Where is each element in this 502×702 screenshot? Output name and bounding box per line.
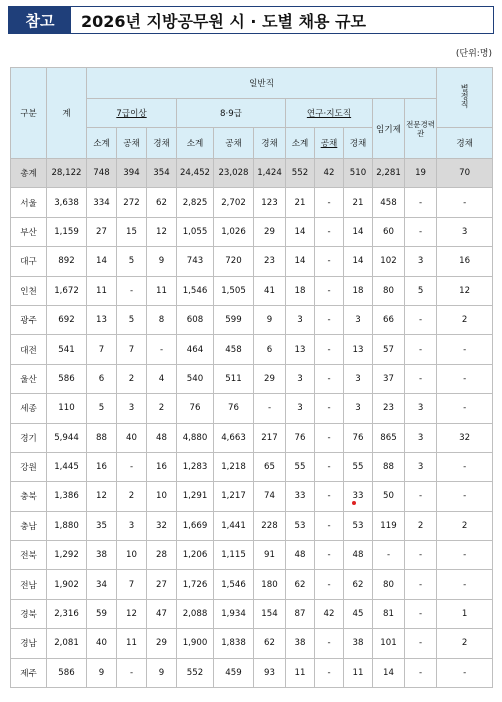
table-row (11, 217, 493, 246)
cell-r-open: - (315, 276, 344, 305)
cell-r-open: - (315, 188, 344, 217)
cell-g89-career: 154 (254, 599, 286, 628)
cell-r-open: - (315, 247, 344, 276)
cell-total: 1,902 (47, 570, 87, 599)
cell-g89-open: 1,026 (214, 217, 254, 246)
cell-g89-sub: 1,291 (177, 482, 214, 511)
cell-special: - (437, 482, 493, 511)
cell-region: 광주 (11, 305, 47, 334)
cell-g7-open: - (117, 452, 147, 481)
cell-r-open: - (315, 364, 344, 393)
cell-intern: 57 (373, 335, 405, 364)
cell-r-career: 33 (344, 482, 373, 511)
cell-g89-open: 1,505 (214, 276, 254, 305)
cell-g7-open: 12 (117, 599, 147, 628)
cell-g7-open: 10 (117, 541, 147, 570)
cell-special: 2 (437, 511, 493, 540)
cell-r-open: - (315, 541, 344, 570)
cell-r-open: - (315, 658, 344, 687)
cell-r-sub: 21 (286, 188, 315, 217)
cell-g7-sub: 40 (87, 629, 117, 658)
cell-special: 12 (437, 276, 493, 305)
cell-r-open: - (315, 305, 344, 334)
cell-r-sub: 38 (286, 629, 315, 658)
cell-intern: 119 (373, 511, 405, 540)
cell-region: 충남 (11, 511, 47, 540)
cell-region: 충북 (11, 482, 47, 511)
cell-g89-sub: 76 (177, 394, 214, 423)
cell-expert: 3 (405, 394, 437, 423)
cell-r-career: 55 (344, 452, 373, 481)
cell-r-sub: 552 (286, 159, 315, 188)
cell-r-sub: 18 (286, 276, 315, 305)
cell-g7-open: 5 (117, 247, 147, 276)
unit-label: (단위:명) (455, 49, 492, 59)
cell-special: - (437, 541, 493, 570)
header-g7-career: 경채 (147, 128, 177, 159)
cell-r-open: - (315, 217, 344, 246)
cell-g7-career: 32 (147, 511, 177, 540)
cell-r-open: 42 (315, 159, 344, 188)
cell-r-sub: 33 (286, 482, 315, 511)
header-g7-open: 공채 (117, 128, 147, 159)
header-expert: 전문경력관 (405, 99, 437, 159)
cell-expert: 3 (405, 452, 437, 481)
cell-region: 울산 (11, 364, 47, 393)
cell-intern: 66 (373, 305, 405, 334)
cell-g89-open: 1,217 (214, 482, 254, 511)
cell-expert: - (405, 541, 437, 570)
table-row (11, 599, 493, 628)
cell-g7-open: 11 (117, 629, 147, 658)
header-g89-subtotal: 소계 (177, 128, 214, 159)
cell-r-career: 3 (344, 364, 373, 393)
cell-g89-career: 74 (254, 482, 286, 511)
cell-g7-career: 11 (147, 276, 177, 305)
cell-g89-sub: 608 (177, 305, 214, 334)
cell-total: 892 (47, 247, 87, 276)
cell-r-open: - (315, 423, 344, 452)
cell-g7-open: 2 (117, 482, 147, 511)
table-row (11, 276, 493, 305)
cell-r-open: - (315, 452, 344, 481)
cell-g7-career: 10 (147, 482, 177, 511)
table-row (11, 423, 493, 452)
table-row (11, 247, 493, 276)
cell-g7-sub: 9 (87, 658, 117, 687)
table-row (11, 570, 493, 599)
cell-g89-career: 9 (254, 305, 286, 334)
cell-region: 강원 (11, 452, 47, 481)
cell-total: 586 (47, 364, 87, 393)
cell-total: 1,672 (47, 276, 87, 305)
header-intern: 임기제 (373, 99, 405, 159)
cell-intern: 14 (373, 658, 405, 687)
cell-expert: - (405, 364, 437, 393)
cell-g7-sub: 12 (87, 482, 117, 511)
cell-g7-open: 3 (117, 394, 147, 423)
cell-r-sub: 76 (286, 423, 315, 452)
cell-g89-career: 62 (254, 629, 286, 658)
cell-g7-open: 40 (117, 423, 147, 452)
table-row (11, 305, 493, 334)
cell-r-career: 18 (344, 276, 373, 305)
cell-expert: - (405, 335, 437, 364)
cell-expert: - (405, 188, 437, 217)
cell-intern: 101 (373, 629, 405, 658)
cell-g7-sub: 13 (87, 305, 117, 334)
cell-intern: 50 (373, 482, 405, 511)
cell-expert: 19 (405, 159, 437, 188)
cell-total: 2,316 (47, 599, 87, 628)
cell-special: - (437, 658, 493, 687)
cell-r-sub: 53 (286, 511, 315, 540)
cell-intern: 37 (373, 364, 405, 393)
cell-r-open: 42 (315, 599, 344, 628)
cell-special: - (437, 570, 493, 599)
cell-special: 70 (437, 159, 493, 188)
cell-region: 전남 (11, 570, 47, 599)
cell-region: 경북 (11, 599, 47, 628)
cell-g89-open: 23,028 (214, 159, 254, 188)
cell-g89-open: 1,838 (214, 629, 254, 658)
table-row (11, 511, 493, 540)
cell-r-career: 11 (344, 658, 373, 687)
cell-r-open: - (315, 482, 344, 511)
cell-g7-open: 394 (117, 159, 147, 188)
cell-g7-career: 16 (147, 452, 177, 481)
table-row (11, 335, 493, 364)
cell-g89-open: 1,441 (214, 511, 254, 540)
header-g89-open: 공채 (214, 128, 254, 159)
header-special-career: 경채 (437, 128, 493, 159)
header-grade89: 8·9급 (177, 99, 286, 128)
cell-g89-open: 511 (214, 364, 254, 393)
cell-g89-open: 4,663 (214, 423, 254, 452)
cell-special: 1 (437, 599, 493, 628)
table-row (11, 658, 493, 687)
cell-intern: 80 (373, 276, 405, 305)
cell-region: 세종 (11, 394, 47, 423)
cell-g7-sub: 14 (87, 247, 117, 276)
cell-region: 부산 (11, 217, 47, 246)
cell-g89-open: 1,218 (214, 452, 254, 481)
header-region: 구분 (11, 68, 47, 159)
cell-r-sub: 48 (286, 541, 315, 570)
cell-total: 28,122 (47, 159, 87, 188)
cell-intern: 2,281 (373, 159, 405, 188)
cell-r-sub: 11 (286, 658, 315, 687)
cell-expert: - (405, 570, 437, 599)
cell-expert: - (405, 482, 437, 511)
cell-g89-open: 458 (214, 335, 254, 364)
cell-r-career: 48 (344, 541, 373, 570)
cell-g7-career: 27 (147, 570, 177, 599)
cell-total: 5,944 (47, 423, 87, 452)
cell-special: - (437, 364, 493, 393)
cell-expert: - (405, 658, 437, 687)
cell-g7-open: 7 (117, 570, 147, 599)
cell-r-sub: 55 (286, 452, 315, 481)
cell-g89-open: 459 (214, 658, 254, 687)
cell-g7-sub: 5 (87, 394, 117, 423)
cell-g89-career: 123 (254, 188, 286, 217)
cell-r-career: 38 (344, 629, 373, 658)
title-bar (8, 6, 494, 34)
table-row (11, 452, 493, 481)
cell-g7-career: 28 (147, 541, 177, 570)
cell-r-sub: 87 (286, 599, 315, 628)
cell-g7-sub: 7 (87, 335, 117, 364)
cell-r-sub: 3 (286, 364, 315, 393)
cell-g89-career: - (254, 394, 286, 423)
red-dot-mark (352, 501, 356, 505)
page-title: 2026년 지방공무원 시 · 도별 채용 규모 (81, 11, 366, 31)
cell-region: 서울 (11, 188, 47, 217)
total-row (11, 159, 493, 188)
cell-r-career: 45 (344, 599, 373, 628)
cell-r-career: 53 (344, 511, 373, 540)
cell-g89-career: 180 (254, 570, 286, 599)
cell-g7-sub: 334 (87, 188, 117, 217)
cell-g7-career: 9 (147, 658, 177, 687)
cell-g89-sub: 743 (177, 247, 214, 276)
cell-g89-career: 23 (254, 247, 286, 276)
cell-intern: 60 (373, 217, 405, 246)
cell-total: 692 (47, 305, 87, 334)
cell-expert: - (405, 629, 437, 658)
cell-g7-open: 5 (117, 305, 147, 334)
cell-g89-sub: 1,726 (177, 570, 214, 599)
cell-expert: - (405, 217, 437, 246)
cell-g7-sub: 16 (87, 452, 117, 481)
cell-r-sub: 14 (286, 217, 315, 246)
cell-total: 2,081 (47, 629, 87, 658)
header-special: 별정직 (437, 68, 493, 128)
cell-expert: - (405, 599, 437, 628)
cell-g7-career: 47 (147, 599, 177, 628)
cell-g89-sub: 2,088 (177, 599, 214, 628)
cell-g7-open: 272 (117, 188, 147, 217)
table-row (11, 541, 493, 570)
table-row (11, 394, 493, 423)
cell-g89-career: 1,424 (254, 159, 286, 188)
cell-r-career: 21 (344, 188, 373, 217)
cell-intern: 80 (373, 570, 405, 599)
cell-r-open: - (315, 570, 344, 599)
reference-tag: 참고 (9, 7, 71, 33)
cell-g89-open: 720 (214, 247, 254, 276)
cell-g89-open: 76 (214, 394, 254, 423)
cell-r-career: 62 (344, 570, 373, 599)
cell-intern: 88 (373, 452, 405, 481)
cell-g7-sub: 27 (87, 217, 117, 246)
cell-total: 110 (47, 394, 87, 423)
cell-g89-career: 217 (254, 423, 286, 452)
cell-r-career: 510 (344, 159, 373, 188)
cell-total: 1,292 (47, 541, 87, 570)
cell-region: 제주 (11, 658, 47, 687)
cell-g7-career: 8 (147, 305, 177, 334)
cell-g89-open: 1,934 (214, 599, 254, 628)
cell-total: 1,386 (47, 482, 87, 511)
cell-g89-sub: 24,452 (177, 159, 214, 188)
table-row (11, 188, 493, 217)
cell-expert: 3 (405, 423, 437, 452)
header-research: 연구·지도직 (286, 99, 373, 128)
cell-g89-open: 1,115 (214, 541, 254, 570)
cell-total: 541 (47, 335, 87, 364)
cell-total: 586 (47, 658, 87, 687)
cell-region: 대구 (11, 247, 47, 276)
cell-g89-sub: 1,900 (177, 629, 214, 658)
cell-g7-career: 9 (147, 247, 177, 276)
cell-r-sub: 13 (286, 335, 315, 364)
cell-g7-career: - (147, 335, 177, 364)
cell-g89-sub: 540 (177, 364, 214, 393)
cell-g89-open: 1,546 (214, 570, 254, 599)
cell-intern: - (373, 541, 405, 570)
cell-g89-career: 93 (254, 658, 286, 687)
cell-g89-sub: 1,206 (177, 541, 214, 570)
cell-intern: 81 (373, 599, 405, 628)
cell-r-sub: 14 (286, 247, 315, 276)
header-g7-subtotal: 소계 (87, 128, 117, 159)
cell-total: 1,159 (47, 217, 87, 246)
header-total: 계 (47, 68, 87, 159)
cell-g7-open: 7 (117, 335, 147, 364)
cell-g89-career: 41 (254, 276, 286, 305)
cell-intern: 458 (373, 188, 405, 217)
cell-g89-career: 6 (254, 335, 286, 364)
table-row (11, 482, 493, 511)
cell-expert: 2 (405, 511, 437, 540)
recruitment-table (10, 67, 493, 688)
cell-r-career: 13 (344, 335, 373, 364)
table-row (11, 629, 493, 658)
cell-total: 1,880 (47, 511, 87, 540)
header-general: 일반직 (87, 68, 437, 99)
cell-g89-sub: 1,055 (177, 217, 214, 246)
cell-expert: 3 (405, 247, 437, 276)
cell-g7-sub: 59 (87, 599, 117, 628)
cell-special: - (437, 335, 493, 364)
cell-g89-sub: 1,283 (177, 452, 214, 481)
cell-g7-career: 4 (147, 364, 177, 393)
cell-r-sub: 62 (286, 570, 315, 599)
cell-g7-career: 2 (147, 394, 177, 423)
cell-g7-career: 354 (147, 159, 177, 188)
cell-g89-open: 2,702 (214, 188, 254, 217)
cell-r-open: - (315, 511, 344, 540)
cell-g7-sub: 6 (87, 364, 117, 393)
cell-g89-sub: 4,880 (177, 423, 214, 452)
cell-special: - (437, 394, 493, 423)
cell-r-career: 14 (344, 217, 373, 246)
cell-g89-career: 29 (254, 364, 286, 393)
cell-g7-sub: 35 (87, 511, 117, 540)
cell-special: 2 (437, 305, 493, 334)
cell-g7-open: 15 (117, 217, 147, 246)
cell-r-sub: 3 (286, 305, 315, 334)
cell-region: 경기 (11, 423, 47, 452)
cell-g7-career: 12 (147, 217, 177, 246)
cell-g7-career: 62 (147, 188, 177, 217)
cell-g7-career: 48 (147, 423, 177, 452)
cell-total: 1,445 (47, 452, 87, 481)
cell-r-open: - (315, 335, 344, 364)
cell-r-sub: 3 (286, 394, 315, 423)
cell-g89-open: 599 (214, 305, 254, 334)
header-r-career: 경채 (344, 128, 373, 159)
cell-region: 전북 (11, 541, 47, 570)
cell-g7-sub: 88 (87, 423, 117, 452)
cell-g7-open: - (117, 276, 147, 305)
cell-g89-career: 65 (254, 452, 286, 481)
cell-g89-sub: 552 (177, 658, 214, 687)
cell-r-open: - (315, 394, 344, 423)
cell-g89-sub: 464 (177, 335, 214, 364)
cell-g89-sub: 1,669 (177, 511, 214, 540)
cell-r-career: 14 (344, 247, 373, 276)
cell-r-career: 3 (344, 305, 373, 334)
cell-g89-career: 29 (254, 217, 286, 246)
cell-r-open: - (315, 629, 344, 658)
cell-g7-career: 29 (147, 629, 177, 658)
cell-g7-open: 3 (117, 511, 147, 540)
table-row (11, 364, 493, 393)
cell-r-career: 76 (344, 423, 373, 452)
cell-g7-open: 2 (117, 364, 147, 393)
cell-g7-sub: 11 (87, 276, 117, 305)
cell-g89-career: 228 (254, 511, 286, 540)
cell-region: 대전 (11, 335, 47, 364)
cell-special: - (437, 188, 493, 217)
header-r-open: 공채 (315, 128, 344, 159)
cell-expert: 5 (405, 276, 437, 305)
header-g89-career: 경채 (254, 128, 286, 159)
cell-g89-sub: 2,825 (177, 188, 214, 217)
cell-special: 32 (437, 423, 493, 452)
cell-g7-sub: 748 (87, 159, 117, 188)
cell-special: - (437, 452, 493, 481)
cell-g7-open: - (117, 658, 147, 687)
cell-g7-sub: 34 (87, 570, 117, 599)
cell-region: 총계 (11, 159, 47, 188)
cell-g7-sub: 38 (87, 541, 117, 570)
cell-special: 2 (437, 629, 493, 658)
cell-g89-sub: 1,546 (177, 276, 214, 305)
header-r-subtotal: 소계 (286, 128, 315, 159)
cell-total: 3,638 (47, 188, 87, 217)
header-grade7: 7급이상 (87, 99, 177, 128)
cell-special: 16 (437, 247, 493, 276)
cell-intern: 865 (373, 423, 405, 452)
cell-region: 경남 (11, 629, 47, 658)
cell-r-career: 3 (344, 394, 373, 423)
cell-region: 인천 (11, 276, 47, 305)
cell-g89-career: 91 (254, 541, 286, 570)
cell-expert: - (405, 305, 437, 334)
cell-special: 3 (437, 217, 493, 246)
cell-intern: 102 (373, 247, 405, 276)
cell-intern: 23 (373, 394, 405, 423)
